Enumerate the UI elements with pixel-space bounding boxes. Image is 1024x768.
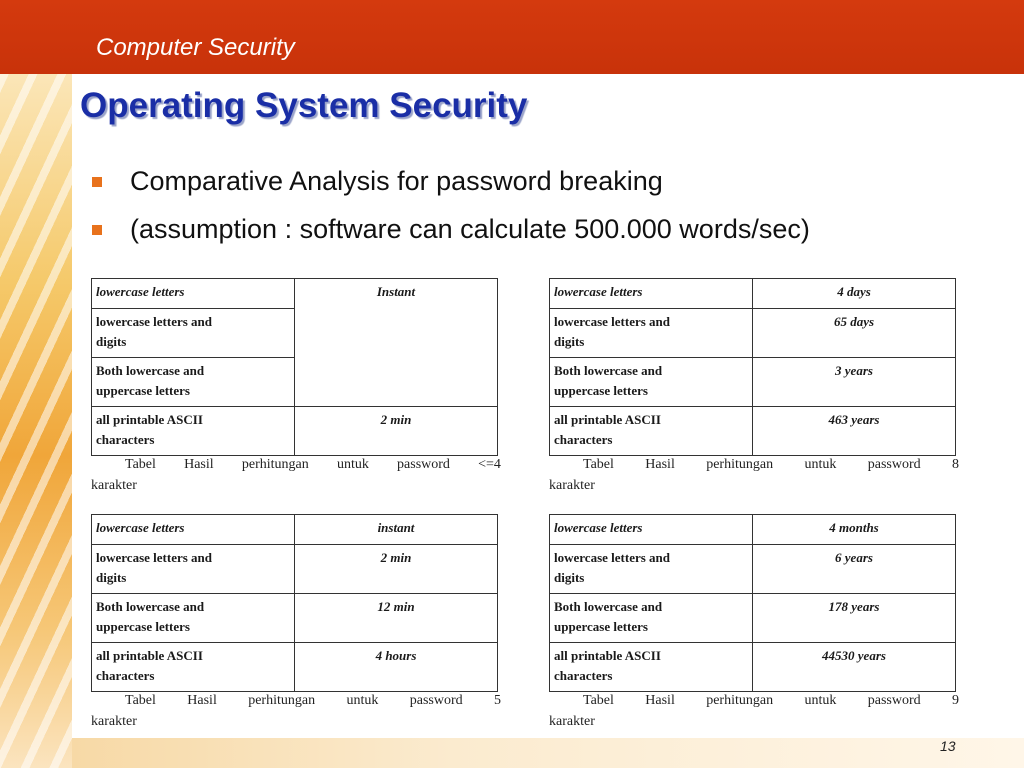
left-decoration (0, 74, 72, 768)
bullet-item (92, 214, 810, 245)
results-table-5-chars (91, 514, 498, 692)
header-title: Computer Security (96, 34, 295, 61)
table-row (92, 309, 498, 358)
table-cell-label: lowercase letters (550, 279, 753, 309)
table-cell-value (295, 309, 498, 358)
table-row (550, 515, 956, 545)
table-cell-label: Both lowercase and uppercase letters (550, 358, 753, 407)
table-caption: Tabel Hasil perhitungan untuk password 8 karakter (549, 457, 959, 493)
table-cell-value: 2 min (295, 407, 498, 456)
table-caption: Tabel Hasil perhitungan untuk password 9 karakter (549, 693, 959, 729)
table-cell-label: lowercase letters and digits (92, 309, 295, 358)
table-cell-value: 44530 years (753, 643, 956, 692)
bullet-text: (assumption : software can calculate 500.000 words/sec) (130, 214, 810, 244)
table-cell-label: lowercase letters (550, 515, 753, 545)
table-row (550, 545, 956, 594)
table-caption: Tabel Hasil perhitungan untuk password 5 karakter (91, 693, 501, 729)
slide-title: Operating System Security (80, 86, 528, 125)
table-cell-label: lowercase letters and digits (92, 545, 295, 594)
table-row (92, 594, 498, 643)
table-cell-label: all printable ASCII characters (92, 643, 295, 692)
bullet-text: Comparative Analysis for password breaking (130, 166, 663, 196)
table-cell-value: Instant (295, 279, 498, 309)
bullet-item (92, 166, 663, 197)
table-cell-label: Both lowercase and uppercase letters (550, 594, 753, 643)
table-cell-value: 4 days (753, 279, 956, 309)
table-caption: Tabel Hasil perhitungan untuk password <=4 karakter (91, 457, 501, 493)
table-row (550, 279, 956, 309)
table-cell-label: all printable ASCII characters (550, 643, 753, 692)
table-row (92, 358, 498, 407)
table-row (92, 407, 498, 456)
table-cell-label: all printable ASCII characters (550, 407, 753, 456)
table-row (550, 358, 956, 407)
results-table-9-chars (549, 514, 956, 692)
table-row (92, 279, 498, 309)
table-cell-value: 65 days (753, 309, 956, 358)
page-number: 13 (940, 738, 956, 754)
table-cell-label: lowercase letters and digits (550, 545, 753, 594)
table-cell-label: Both lowercase and uppercase letters (92, 358, 295, 407)
table-row (550, 594, 956, 643)
table-row (550, 643, 956, 692)
bullet-square-icon (92, 177, 102, 187)
table-cell-value: 3 years (753, 358, 956, 407)
table-cell-label: all printable ASCII characters (92, 407, 295, 456)
table-cell-label: lowercase letters (92, 515, 295, 545)
results-table-4-chars (91, 278, 498, 456)
table-cell-label: Both lowercase and uppercase letters (92, 594, 295, 643)
bullet-square-icon (92, 225, 102, 235)
table-row (92, 515, 498, 545)
table-cell-value: 4 hours (295, 643, 498, 692)
table-row (92, 643, 498, 692)
results-table-8-chars (549, 278, 956, 456)
table-cell-label: lowercase letters and digits (550, 309, 753, 358)
table-row (550, 309, 956, 358)
table-cell-value: 463 years (753, 407, 956, 456)
table-cell-value: 12 min (295, 594, 498, 643)
table-cell-value: 4 months (753, 515, 956, 545)
table-cell-value: 2 min (295, 545, 498, 594)
table-cell-label: lowercase letters (92, 279, 295, 309)
table-cell-value: 178 years (753, 594, 956, 643)
table-cell-value (295, 358, 498, 407)
table-cell-value: instant (295, 515, 498, 545)
bottom-decoration (72, 738, 1024, 768)
table-row (92, 545, 498, 594)
table-cell-value: 6 years (753, 545, 956, 594)
table-row (550, 407, 956, 456)
